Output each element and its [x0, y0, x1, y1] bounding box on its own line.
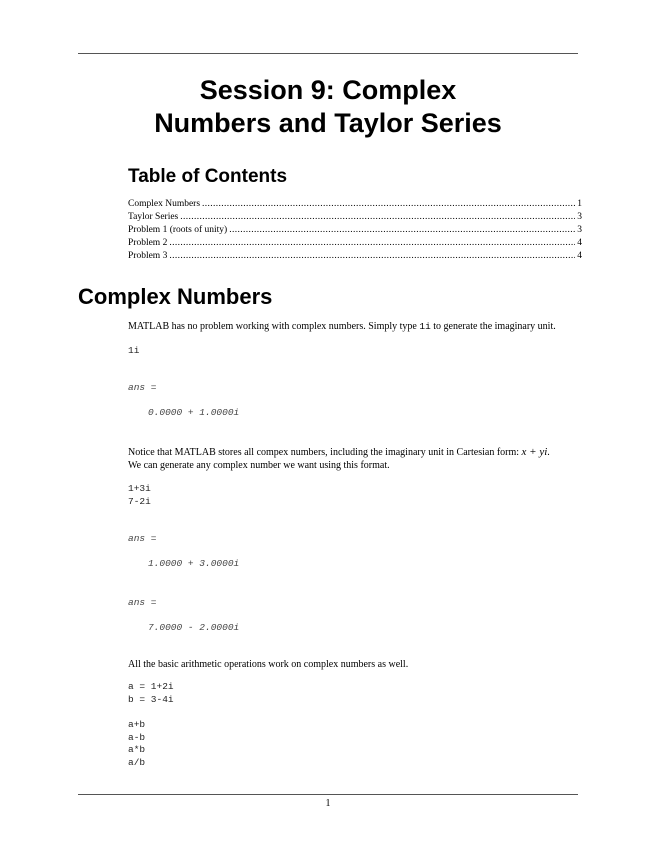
- toc-item-problem-1[interactable]: [128, 224, 582, 237]
- code-line: 1+3i: [128, 483, 151, 494]
- toc-item-complex-numbers[interactable]: [128, 198, 582, 211]
- toc-item-label: Taylor Series: [128, 211, 179, 222]
- code-line: a*b: [128, 744, 146, 756]
- toc-item-label: Problem 2: [128, 237, 168, 248]
- output-ans-label: ans =: [128, 533, 157, 544]
- code-block-1: 1i: [128, 345, 140, 356]
- cartesian-text-line2: We can generate any complex number we want using this format.: [128, 460, 390, 471]
- toc-heading: Table of Contents: [128, 166, 288, 187]
- toc-leader-dots: [169, 250, 575, 263]
- code-line: 7-2i: [128, 495, 151, 507]
- toc-item-page: 3: [577, 211, 582, 222]
- toc-leader-dots: [180, 211, 575, 224]
- code-line: b = 3-4i: [128, 693, 174, 705]
- toc-item-problem-3[interactable]: [128, 250, 582, 263]
- bottom-rule: [78, 794, 578, 795]
- output-value: 7.0000 - 2.0000i: [148, 622, 240, 633]
- toc-item-label: Problem 3: [128, 250, 168, 261]
- toc-item-problem-2[interactable]: [128, 237, 582, 250]
- inline-code: 1i: [419, 321, 431, 332]
- toc-leader-dots: [229, 224, 575, 237]
- cartesian-text-before: Notice that MATLAB stores all compex numbers, including the imaginary unit in Cartesian form:: [128, 447, 522, 458]
- code-block-4: [128, 719, 145, 769]
- title-line-1: Session 9: Complex: [199, 75, 457, 105]
- code-line: a+b: [128, 719, 146, 730]
- code-line: a-b: [128, 731, 146, 743]
- cartesian-text-after: .: [547, 447, 550, 458]
- arithmetic-paragraph: All the basic arithmetic operations work on complex numbers as well.: [128, 659, 409, 670]
- math-expression: x + yi: [521, 446, 548, 458]
- intro-text-after: to generate the imaginary unit.: [430, 321, 556, 332]
- code-block-2: [128, 483, 151, 508]
- cartesian-paragraph: [128, 446, 598, 472]
- toc-item-page: 4: [577, 237, 582, 248]
- table-of-contents: [128, 198, 582, 263]
- output-value: 1.0000 + 3.0000i: [148, 558, 240, 569]
- document-title: [78, 74, 578, 140]
- toc-item-label: Complex Numbers: [128, 199, 201, 209]
- intro-paragraph: [128, 320, 598, 333]
- toc-leader-dots: [202, 198, 575, 211]
- output-ans-label: ans =: [128, 382, 157, 393]
- toc-leader-dots: [169, 237, 575, 250]
- page-number: 1: [325, 798, 331, 809]
- toc-item-page: 3: [577, 224, 582, 235]
- toc-item-label: Problem 1 (roots of unity): [128, 224, 228, 235]
- code-line: a = 1+2i: [128, 681, 174, 692]
- top-rule: [78, 53, 578, 54]
- toc-item-page: 1: [577, 199, 582, 209]
- code-block-3: [128, 681, 174, 706]
- title-line-2: Numbers and Taylor Series: [154, 108, 502, 138]
- output-value: 0.0000 + 1.0000i: [148, 407, 240, 418]
- toc-item-taylor-series[interactable]: [128, 211, 582, 224]
- toc-item-page: 4: [577, 250, 582, 261]
- output-ans-label: ans =: [128, 597, 157, 608]
- section-heading-complex-numbers: Complex Numbers: [78, 284, 273, 309]
- intro-text-before: MATLAB has no problem working with complex numbers. Simply type: [128, 321, 420, 332]
- code-line: a/b: [128, 756, 146, 768]
